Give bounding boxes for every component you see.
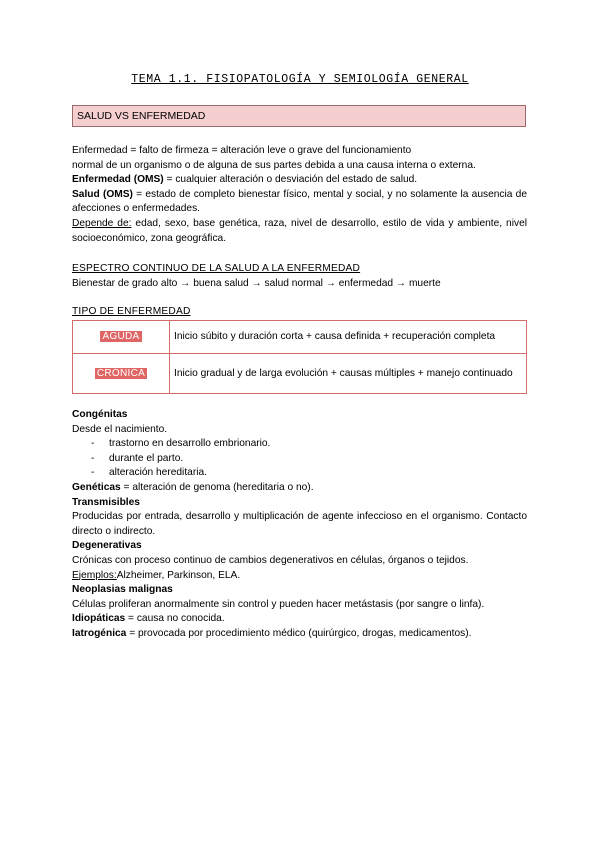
list-item — [91, 466, 207, 481]
aguda-tag: AGUDA — [102, 331, 140, 342]
salud-oms-label: Salud (OMS) — [72, 188, 133, 200]
depende-text: edad, sexo, base genética, raza, nivel de desarrollo, estilo de vida y ambiente, nivel socioeconómico, zona geográfica. — [72, 218, 527, 244]
list-item — [91, 437, 270, 452]
section-header-salud-vs-enfermedad: SALUD VS ENFERMEDAD — [72, 105, 526, 127]
idiopaticas-paragraph — [72, 612, 527, 627]
enfermedad-oms-label: Enfermedad (OMS) — [72, 174, 164, 186]
enfermedad-oms-paragraph — [72, 173, 527, 188]
iatrogenica-text: = provocada por procedimiento médico (quirúrgico, drogas, medicamentos). — [126, 628, 472, 639]
table-row — [73, 354, 527, 394]
table-cell-description: Inicio gradual y de larga evolución + causas múltiples + manejo continuado — [170, 354, 527, 394]
enfermedad-definition-line-1: Enfermedad = falto de firmeza = alteración leve o grave del funcionamiento — [72, 145, 412, 156]
congenitas-text: Desde el nacimiento. — [72, 423, 168, 435]
neoplasias-heading: Neoplasias malignas — [72, 584, 173, 596]
list-item-text: alteración hereditaria. — [109, 467, 207, 479]
list-item-text: trastorno en desarrollo embrionario. — [109, 438, 271, 450]
list-item — [91, 452, 183, 467]
page-title: TEMA 1.1. FISIOPATOLOGÍA Y SEMIOLOGÍA GENERAL — [131, 73, 469, 86]
geneticas-paragraph — [72, 481, 527, 496]
table-row — [73, 321, 527, 354]
tipo-enfermedad-table — [72, 320, 527, 394]
bullet-dash: - — [91, 452, 95, 464]
espectro-text: Bienestar de grado alto → buena salud → salud normal → enfermedad → muerte — [72, 277, 441, 289]
table-cell-description: Inicio súbito y duración corta + causa definida + recuperación completa — [170, 321, 527, 354]
bullet-dash: - — [91, 438, 95, 450]
iatrogenica-paragraph — [72, 627, 527, 642]
depende-paragraph — [72, 217, 527, 246]
ejemplos-paragraph — [72, 569, 527, 584]
ejemplos-label: Ejemplos: — [72, 569, 117, 581]
salud-oms-paragraph — [72, 188, 527, 217]
table-cell-tag — [73, 321, 170, 354]
geneticas-text: = alteración de genoma (hereditaria o no). — [120, 482, 314, 493]
cronica-tag: CRÓNICA — [96, 367, 146, 379]
depende-label: Depende de: — [72, 218, 132, 229]
idiopaticas-label: Idiopáticas — [72, 613, 126, 625]
iatrogenica-label: Iatrogénica — [72, 628, 127, 639]
degenerativas-heading: Degenerativas — [72, 540, 142, 552]
table-cell-tag — [73, 354, 170, 394]
espectro-heading: ESPECTRO CONTINUO DE LA SALUD A LA ENFERMEDAD — [72, 263, 361, 274]
enfermedad-definition-line-2: normal de un organismo o de alguna de sus partes debida a una causa interna o externa. — [72, 159, 476, 171]
ejemplos-text: Alzheimer, Parkinson, ELA. — [116, 569, 241, 581]
congenitas-heading: Congénitas — [72, 409, 128, 420]
list-item-text: durante el parto. — [109, 452, 184, 464]
enfermedad-oms-text: = cualquier alteración o desviación del estado de salud. — [163, 174, 418, 186]
geneticas-label: Genéticas — [72, 482, 121, 493]
salud-oms-text: = estado de completo bienestar físico, mental y social, y no solamente la ausencia de afecciones o enfermedades. — [72, 188, 527, 215]
tipo-enfermedad-heading: TIPO DE ENFERMEDAD — [72, 306, 191, 317]
degenerativas-text: Crónicas con proceso continuo de cambios degenerativos en células, órganos o tejidos. — [72, 555, 469, 566]
bullet-dash: - — [91, 467, 95, 479]
idiopaticas-text: = causa no conocida. — [125, 613, 225, 625]
transmisibles-text: Producidas por entrada, desarrollo y multiplicación de agente infeccioso en el organismo. Contacto directo o indirecto. — [72, 511, 527, 537]
neoplasias-text: Células proliferan anormalmente sin control y pueden hacer metástasis (por sangre o linfa). — [72, 598, 485, 610]
transmisibles-heading: Transmisibles — [72, 496, 140, 508]
